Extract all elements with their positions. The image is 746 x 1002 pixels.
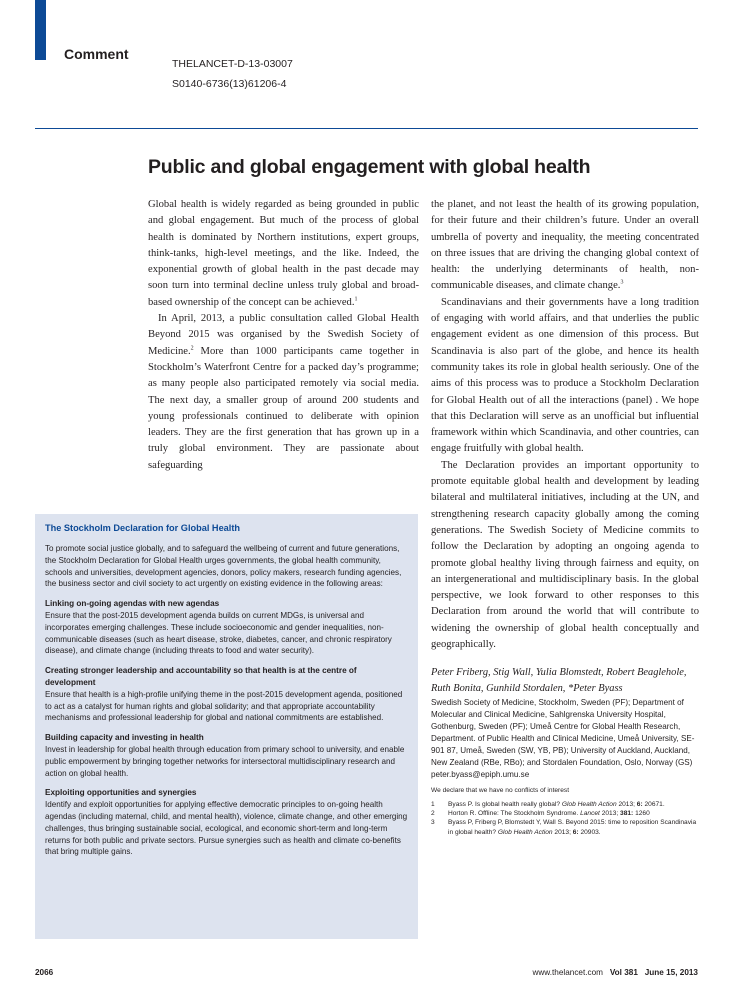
paragraph-text: Global health is widely regarded as being grounded in public and global engagement. But much of the process of global health is dominated by Northern institutions, expert groups, think-tanks, high-level meetings, and the like. Indeed, the exponential growth of global health in the past decade may soon turn into terminal decline unless truly global and broad-based ownership of the concept can be achieved. bbox=[148, 199, 419, 308]
journal-footer bbox=[532, 968, 698, 977]
reference-text: Horton R. Offline: The Stockholm Syndrome. bbox=[448, 810, 581, 818]
reference-item[interactable] bbox=[431, 809, 699, 818]
reference-marker[interactable]: 2 bbox=[190, 345, 194, 352]
conflict-of-interest: We declare that we have no conflicts of interest bbox=[431, 786, 570, 794]
reference-marker[interactable]: 1 bbox=[354, 296, 358, 303]
reference-item[interactable] bbox=[431, 800, 699, 809]
journal-website[interactable]: www.thelancet.com bbox=[532, 968, 603, 977]
panel-heading: Linking on-going agendas with new agendas bbox=[45, 599, 220, 609]
panel-intro: To promote social justice globally, and to safeguard the wellbeing of current and future generations, the Stockholm Declaration for Global Health urges governments, the global health community, schools and universities, development agencies, donors, policy makers, research funding agencies, the business sector and civil society to act urgently on existing evidence in the following areas: bbox=[45, 544, 402, 589]
paragraph-text: the planet, and not least the health of its growing population, for their future and their children’s future. Under an overall umbrella of poverty and inequality, the meeting concentrated on three issues that are driving the changing global context of health: the underlying determinants of health, non-communicable diseases, and climate change. bbox=[431, 199, 699, 292]
declaration-panel bbox=[35, 514, 418, 939]
panel-title: The Stockholm Declaration for Global Health bbox=[45, 523, 241, 533]
doi-code: S0140-6736(13)61206-4 bbox=[172, 78, 287, 90]
paragraph-text: In April, 2013, a public consultation called Global Health Beyond 2015 was organised by the Swedish Society of Medicine. bbox=[148, 313, 419, 357]
panel-heading: Building capacity and investing in health bbox=[45, 733, 204, 743]
article-title: Public and global engagement with global health bbox=[148, 156, 591, 178]
paragraph bbox=[148, 197, 419, 311]
paragraph bbox=[148, 311, 419, 474]
reference-year: 2013; bbox=[599, 810, 621, 818]
paragraph: Scandinavians and their governments have a long tradition of engaging with world affairs, and that underlies the public engagement evident as one dimension of this process. But Scandinavia is also part of the globe, and hence its health community takes its role in global health seriously. One of the aims of this process was to produce a Stockholm Declaration for Global Health out of all the interactions (panel) . We hope that this Declaration will serve as an unofficial but influential framework within which Scandinavia, and other countries, can engage fruitfully with global health. bbox=[431, 296, 699, 455]
reference-text: Byass P. Is global health really global? bbox=[448, 800, 562, 808]
journal-volume: Vol 381 bbox=[609, 968, 638, 977]
section-label: Comment bbox=[64, 46, 129, 62]
panel-text: Invest in leadership for global health through education from primary school to university, and enable public empowerment by bringing together networks for intersectoral multidisciplinary research and action on global health. bbox=[45, 744, 405, 778]
reference-pages: 1260 bbox=[633, 810, 650, 818]
body-column-2 bbox=[431, 197, 699, 837]
panel-heading: Creating stronger leadership and accountability so that health is at the centre of development bbox=[45, 666, 357, 687]
body-column-1 bbox=[148, 197, 419, 474]
reference-number: 2 bbox=[431, 810, 435, 818]
reference-pages: 20903. bbox=[578, 828, 601, 836]
reference-list bbox=[431, 800, 699, 838]
reference-journal: Glob Health Action bbox=[561, 800, 617, 808]
contact-email[interactable]: peter.byass@epiph.umu.se bbox=[431, 769, 530, 779]
reference-journal: Lancet bbox=[580, 810, 600, 818]
issue-date: June 15, 2013 bbox=[644, 968, 698, 977]
reference-year: 2013; bbox=[616, 800, 637, 808]
reference-marker[interactable]: 3 bbox=[620, 279, 624, 286]
author-affiliations: Swedish Society of Medicine, Stockholm, Sweden (PF); Department of Molecular and Clinical Medicine, Sahlgrenska University Hospital, Gothenburg, Sweden (PF); Umeå Centre for Global Health Research, Department. of Public Health and Clinical Medicine, Umeå University, SE-901 87, Umeå, Sweden (SW, YB, PB); University of Auckland, Auckland, New Zealand (RBe, RBo); and Stordalen Foundation, Oslo, Norway (GS) bbox=[431, 698, 695, 767]
paragraph: The Declaration provides an important opportunity to promote equitable global health and development by leading bilateral and multilateral initiatives, including at the UN, and strengthening research capacity globally among the coming generations. The Swedish Society of Medicine commits to follow the Declaration by adopting an ongoing agenda to promote global healthy living through fairness and equity, on an intergenerational and multidisciplinary basis. In the global perspective, we look forward to other responses to this Declaration from around the world that will contribute to widening the ownership of global health conceptually and geographically. bbox=[431, 459, 699, 651]
reference-volume: 381: bbox=[620, 810, 634, 818]
reference-year: 2013; bbox=[552, 828, 573, 836]
paragraph-text: More than 1000 participants came together in Stockholm’s Waterfront Centre for a packed day’s programme; as many people also participated remotely via social media. The next day, a smaller group of around 200 students and young professionals continued to deliberate with opinion leaders. They are the first generation that has grown up in a truly global environment. They are passionate about safeguarding bbox=[148, 345, 419, 471]
panel-heading: Exploiting opportunities and synergies bbox=[45, 788, 197, 798]
page-number: 2066 bbox=[35, 968, 54, 977]
reference-text: Byass P, Friberg P, Blomstedt Y, Wall S. Beyond 2015: time to reposition Scandinavia in global health? bbox=[448, 819, 697, 836]
panel-text: Ensure that health is a high-profile unifying theme in the post-2015 development agenda, positioned to act as a catalyst for human rights and global solidarity; and that appropriate accountability mechanisms and professional leadership for global and national commitments are established. bbox=[45, 689, 403, 723]
reference-item[interactable] bbox=[431, 818, 699, 837]
paragraph bbox=[431, 197, 699, 295]
reference-volume: 6: bbox=[572, 828, 579, 836]
panel-text: Identify and exploit opportunities for applying effective democratic principles to on-going health agendas (including maternal, child, and mental health), violence, climate change, and other emerging challenges, thus bringing sustainable social, ecological, and economic short-term and long-term returns for both public and private sectors. Pursue synergies such as health and climate co-benefits that bring multiple gains. bbox=[45, 800, 408, 857]
reference-number: 1 bbox=[431, 800, 435, 808]
author-list: Peter Friberg, Stig Wall, Yulia Blomstedt, Robert Beaglehole, Ruth Bonita, Gunhild Stordalen, *Peter Byass bbox=[431, 667, 687, 694]
reference-volume: 6: bbox=[636, 800, 643, 808]
header-rule bbox=[35, 128, 698, 129]
panel-text: Ensure that the post-2015 development agenda builds on current MDGs, is universal and incorporates emerging challenges. These include socioeconomic and gender inequalities, non-communicable diseases (such as heart disease, stroke, diabetes, cancer, and chronic respiratory disease), and climate change (including threats to food and water security). bbox=[45, 610, 392, 656]
section-color-bar bbox=[35, 0, 46, 60]
reference-journal: Glob Health Action bbox=[497, 828, 553, 836]
reference-number: 3 bbox=[431, 819, 435, 827]
reference-pages: 20671. bbox=[642, 800, 665, 808]
manuscript-id: THELANCET-D-13-03007 bbox=[172, 58, 293, 70]
